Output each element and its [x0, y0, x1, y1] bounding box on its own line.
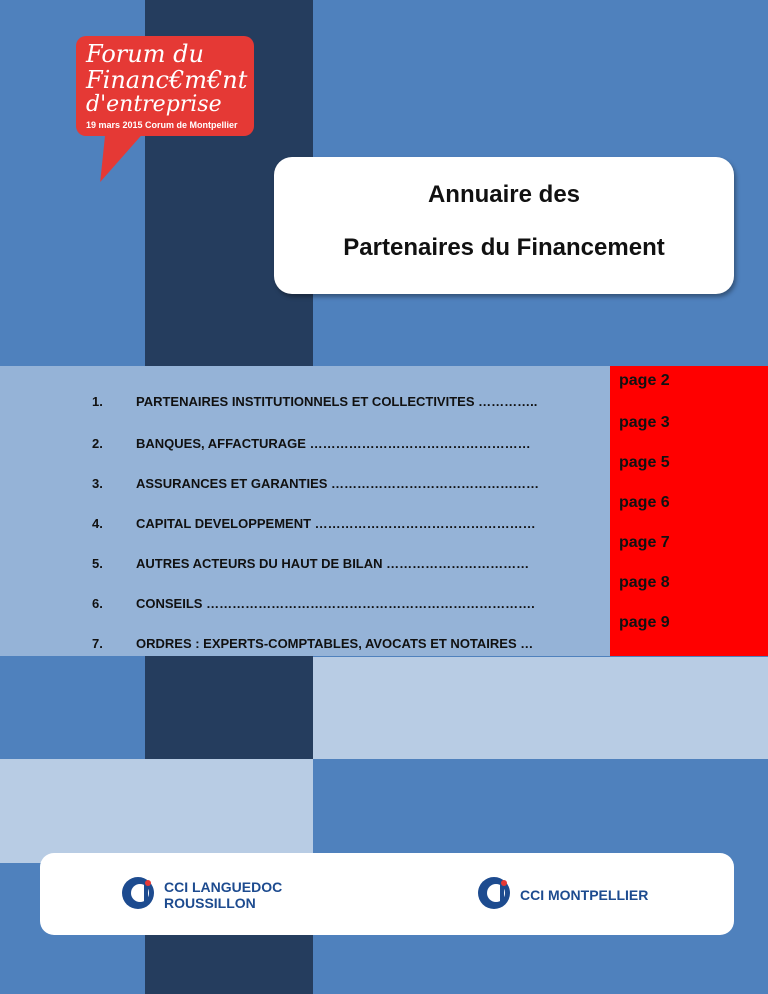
toc-label: ORDRES : EXPERTS-COMPTABLES, AVOCATS ET NOTAIRES …	[136, 636, 534, 651]
toc-item[interactable]	[0, 494, 768, 534]
toc-number: 1.	[92, 394, 103, 409]
toc-item[interactable]	[0, 372, 768, 412]
toc-number: 4.	[92, 516, 103, 531]
toc-item[interactable]	[0, 534, 768, 574]
forum-logo	[76, 36, 254, 136]
toc-page-link[interactable]: page 2	[619, 372, 670, 389]
toc-label: AUTRES ACTEURS DU HAUT DE BILAN ……………………………	[136, 556, 530, 571]
toc-item[interactable]	[0, 414, 768, 454]
toc-page-link[interactable]: page 6	[619, 494, 670, 511]
toc-label: ASSURANCES ET GARANTIES …………………………………………	[136, 476, 540, 491]
toc-item[interactable]	[0, 574, 768, 614]
toc-page-link[interactable]: page 3	[619, 414, 670, 431]
page-subtitle: Partenaires du Financement	[343, 234, 665, 261]
cci-mtp-name: CCI MONTPELLIER	[520, 887, 649, 903]
footer-logos	[40, 853, 734, 935]
toc-number: 3.	[92, 476, 103, 491]
toc-page-link[interactable]: page 8	[619, 574, 670, 591]
logo-line: d'entreprise	[86, 92, 222, 117]
toc-number: 6.	[92, 596, 103, 611]
toc-label: PARTENAIRES INSTITUTIONNELS ET COLLECTIVITES …………..	[136, 394, 538, 409]
toc-page-link[interactable]: page 9	[619, 614, 670, 631]
cci-lr-name: ROUSSILLON	[164, 895, 256, 911]
logo-line: Financ€m€nt	[86, 66, 248, 94]
toc-number: 7.	[92, 636, 103, 651]
toc-item[interactable]	[0, 454, 768, 494]
logo-date-place: 19 mars 2015 Corum de Montpellier	[86, 120, 238, 130]
cci-logo-icon	[120, 875, 156, 911]
toc-label: CONSEILS ………………………………………………………………….	[136, 596, 535, 611]
toc-item[interactable]	[0, 614, 768, 654]
cci-lr-name: CCI LANGUEDOC	[164, 879, 283, 895]
toc-label: BANQUES, AFFACTURAGE ……………………………………………	[136, 436, 531, 451]
decorative-block	[0, 759, 313, 863]
toc-label: CAPITAL DEVELOPPEMENT ……………………………………………	[136, 516, 536, 531]
title-box	[274, 157, 734, 294]
toc-number: 2.	[92, 436, 103, 451]
page-title: Annuaire des	[427, 181, 581, 208]
logo-speech-tail	[86, 128, 148, 182]
toc-number: 5.	[92, 556, 103, 571]
logo-line: Forum du	[86, 40, 204, 68]
toc-page-link[interactable]: page 5	[619, 454, 670, 471]
toc-page-link[interactable]: page 7	[619, 534, 670, 551]
cci-logo-icon	[476, 875, 512, 911]
decorative-block	[313, 657, 768, 759]
